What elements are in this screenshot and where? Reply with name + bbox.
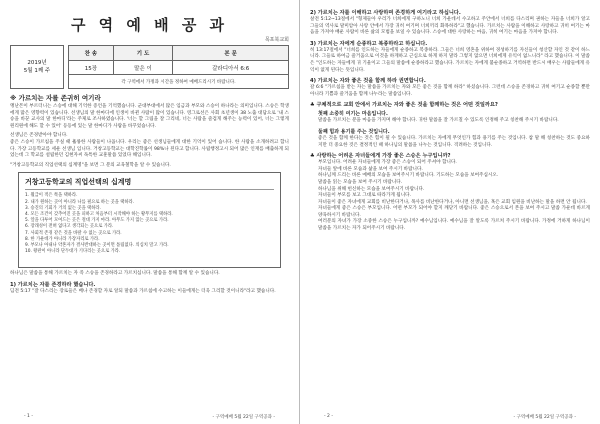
hymn-value: 15장	[69, 60, 114, 75]
page-2	[300, 0, 600, 424]
point-2-text: 살전 5:12~13절에서 "형제들아 우리가 너희에게 구하노니 너희 가운데서 수고하고 주안에서 너희를 다스리며 권하는 자들을 너희가 알고 그들의 역사로 말미암아 사랑 안에서 가장 귀히 여기며 너희끼리 화목하라"고 했습니다. 가르치는 사람을 이해하고 사랑하고 귀히 여기는 마음을 가져야 배운 사람이 바른 삶의 모범을 보일 수 있습니다. 스승에 대한 사랑하는 마음, 귀히 여기는 마음을 가져야 합니다.	[310, 17, 590, 36]
page-footer	[0, 414, 299, 420]
service-info	[10, 45, 289, 89]
quote-paragraph: "거창고등학교의 직업선택의 십계명"을 보면 그 분의 교육철학을 알 수 있습니다.	[10, 162, 171, 168]
point-4-title: 4) 가르치는 자와 좋은 것을 함께 하라 권면합니다.	[310, 78, 426, 85]
answer-1-title: 첫째 소중히 여기는 마음입니다.	[318, 111, 388, 118]
page-number: - 1 -	[24, 414, 33, 419]
point-1-text: 딤전 5:17 "잘 다스리는 장로들은 배나 존경할 자로 알되 말씀과 가르침에 수고하는 이들에게는 더욱 그리할 것이니라"라고 했습니다.	[10, 288, 276, 294]
point-2-title: 2) 가르치는 자를 이해하고 사랑하며 존경하게 여기라고 하십니다.	[310, 10, 461, 16]
list-item: 5. 앞을 다투어 모여드는 곳은 절대 가지 마라. 아무도 가지 않는 곳으로 가라.	[25, 218, 169, 224]
prayer-value: 말은 이	[113, 60, 173, 75]
answer-2-title: 둘째 힘과 용기를 주는 것입니다.	[318, 128, 390, 135]
box-title: 거창고등학교의 직업선택의 십계명	[25, 177, 274, 190]
list-item: 2. 내가 원하는 곳이 아니라 나를 필요로 하는 곳을 택하라.	[25, 199, 135, 205]
box-list	[25, 193, 274, 255]
list-item: 7. 사회적 존경 같은 것을 바랄 수 없는 곳으로 가라.	[25, 230, 122, 236]
footer-date: - 구역예배 5월 22일 구역공과 -	[212, 415, 275, 420]
teacher-paragraph: 선생님은 존경받아야 합니다. 좋은 스승이 가르침을 주실 때 훌륭한 사람들이 나옵니다. 우리는 좋은 선생님들에게 대한 기억이 있어 습니다. 한 사람을 소개하려고 합니다. 가장 고등학교를 세운 선생님 입니다. 거창고등학교는 대학진학률이 98%나 된다고 합니다. 사립행정고시 되어 많은 인재를 배출하게 되었는데 그 학교를 설립한던 김현자씨 독특한 교훈말씀 있었다 해입니다.	[10, 133, 289, 159]
scripture-value: 갈라디아서 6:6	[173, 60, 289, 75]
list-item: 10. 왕관이 아니라 단두대가 기다리는 곳으로 가라.	[25, 249, 121, 255]
answer-2-text: 좋은 것을 함께 한다는 것은 힘이 될 수 있습니다. 가르치는 자에게 무엇인가 힘과 용기를 주는 것입니다. 참 말 해 칭찬하는 것도 중요하지만 더 중요한 것은 결정적인 때 하나님의 말씀을 나누는 것입니다. 격려하는 것입니다.	[318, 135, 590, 148]
parents-answer-text: 부모입니다. 어려운 자녀들에게 가장 좋은 스승이 되어 주셔야 합니다. 자녀들 앞에 바른 모습과 삶을 보여 주시기 바랍니다. 하나님께 드리는 바른 예배의 모습을 보여주시기 바랍니다. 기도하는 모습을 보여주십시오. 말씀을 읽는 모습을 보여 주시기 바랍니다. 하나님을 위해 헌신하는 모습을 보여주시기 바랍니다. 자녀들이 부모를 보고 그대로 따라가게 됩니다. 자녀들이 좋은 자녀에게 교회를 비난한다거나, 목사를 비난한다거나, 아니면 선생님을, 혹은 교회 임원을 비난하는 말을 하면 안 됩니다. 자녀들에게 좋은 스승은 부모입니다. 어떤 부모가 되어야 할지 깨닫기 바랍니다. 좋은 스승으로서 본을 보여 주시고 말씀 가운데 바르게 양육하시기 바랍니다. 여러분의 자녀가 가장 소중한 스승은 누구입니까? 예수님입니다. 예수님을 잘 알도록 가르쳐 주시기 바랍니다. 가정에 거하게 하나님이 말씀을 가르치는 자가 되어주시기 바랍니다.	[318, 160, 590, 232]
point-4-text: 갈 6:6 "가르침을 받는 자는 말씀을 가르치는 자와 모든 좋은 것을 함께 하라" 하셨습니다. 그런데 스승을 존경하고 귀히 여기고 순종할 뿐만 아니라 기쁨과 즐거움을 함께 나누라는 말씀입니다.	[310, 85, 590, 97]
summary-paragraph: 하나님은 말씀을 통해 가르치는 자 즉 스승을 존경하라고 가르치십니다. 말씀을 통해 함께 알 수 있습니다.	[10, 271, 220, 277]
bulletin-title: 구 역 예 배 공 과	[70, 16, 229, 34]
question-title: ♣ 구체적으로 교회 안에서 가르치는 자와 좋은 것을 함께하는 것은 어떤 것일까요?	[310, 102, 498, 109]
list-item: 4. 모든 조건이 갖추어진 곳을 피하고 처음부터 시작해야 하는 황무지를 택하라.	[25, 211, 173, 217]
page-number: - 2 -	[324, 414, 333, 419]
intro-paragraph: 앵난몬이 부르더니는 스승에 대해 기억한 증언을 기억했습니다. 군대부대에서 많은 임금과 부모와 스승이 하나라는 의미입니다. 스승은 학생에게 많은 영향력이 있습니다. 선생님의 말 한마디에 인생이 바뀐 사람이 많이 있습니다. 영그로선은 사회 초년생이 38 노출 대담으로 '내 스승을 바꾼 교사의 말 한마디'라는 주제로 조사하였습니다. '너는 할 그림을 잘 그리네, 너는 사람을 즐겁게 해주는 능력이 있어, 너는 그렇게 원리원에 해도 할 수 있어' 등등에 있는 말 한마디가 사람을 바꾸었습니다.	[10, 104, 289, 129]
parents-question-title: ♣ 사랑하는 어려운 자녀들에게 가장 좋은 스승은 누구입니까?	[310, 153, 451, 160]
footer-date: - 구역예배 5월 22일 구역공과 -	[513, 415, 576, 420]
list-item: 3. 승진의 기회가 거의 없는 곳을 택하라.	[25, 205, 101, 211]
service-table	[68, 45, 289, 89]
list-item: 6. 장래성이 전혀 없다고 생각되는 곳으로 가라.	[25, 224, 114, 230]
point-3-title: 3) 가르치는 자에게 순종하고 복종하라고 하십니다.	[310, 40, 428, 47]
publisher-name: 목포북교회	[264, 37, 289, 43]
service-note: 각 구역에서 가정과 시간을 정하여 예배드리시기 바랍니다.	[69, 75, 289, 89]
answer-1-text: 말씀을 가르치는 분을 마음을 가지며 해야 합니다. 귀한 말씀을 잘 가르칠 수 있도록 인정해 주고 칭찬해 주시기 바랍니다.	[318, 118, 559, 124]
date-box	[10, 45, 64, 89]
lesson-title: ※ 가르치는 자를 존귀히 여기라	[10, 94, 101, 102]
page-footer	[300, 414, 600, 420]
list-item: 8. 한 가운데가 아니라 가장자리로 가라.	[25, 236, 100, 242]
point-1-title: 1) 가르치는 자를 존경하라 했습니다.	[10, 281, 96, 288]
prayer-header: 기 도	[113, 46, 173, 61]
date-text: 2019년 5월 1째 주	[23, 60, 51, 74]
list-item: 1. 월급이 적은 쪽을 택하라.	[25, 193, 78, 199]
list-item: 9. 부모나 아내나 약혼자가 결사반대하는 곳이면 틀림없다. 의심치 말고 가라.	[25, 242, 169, 248]
scripture-header: 본 문	[173, 46, 289, 61]
ten-commandments-box	[18, 172, 281, 268]
hymn-header: 찬 송	[69, 46, 114, 61]
point-3-text: 히 13:17절에서 "너희를 인도하는 자들에게 순종하고 복종하라. 그들은 너희 영혼을 위하여 경성하기를 자신들이 청산할 자인 것 같이 하느니라. 그들로 하여금 즐거움으로 이것을 하게하고 근심으로 하게 하지 말라 그렇지 않으면 너희에게 유익이 없느니라" 라고 했습니다. 이 말씀은 "인도하는 자들에게 귀 기울이고 그들의 말씀에 순종하라고 했습니다. 가르치는 자에게 불순종하고 거역하면 반드시 배우는 사람들에게 유익이 없게 된다는 뜻입니다.	[310, 47, 590, 73]
